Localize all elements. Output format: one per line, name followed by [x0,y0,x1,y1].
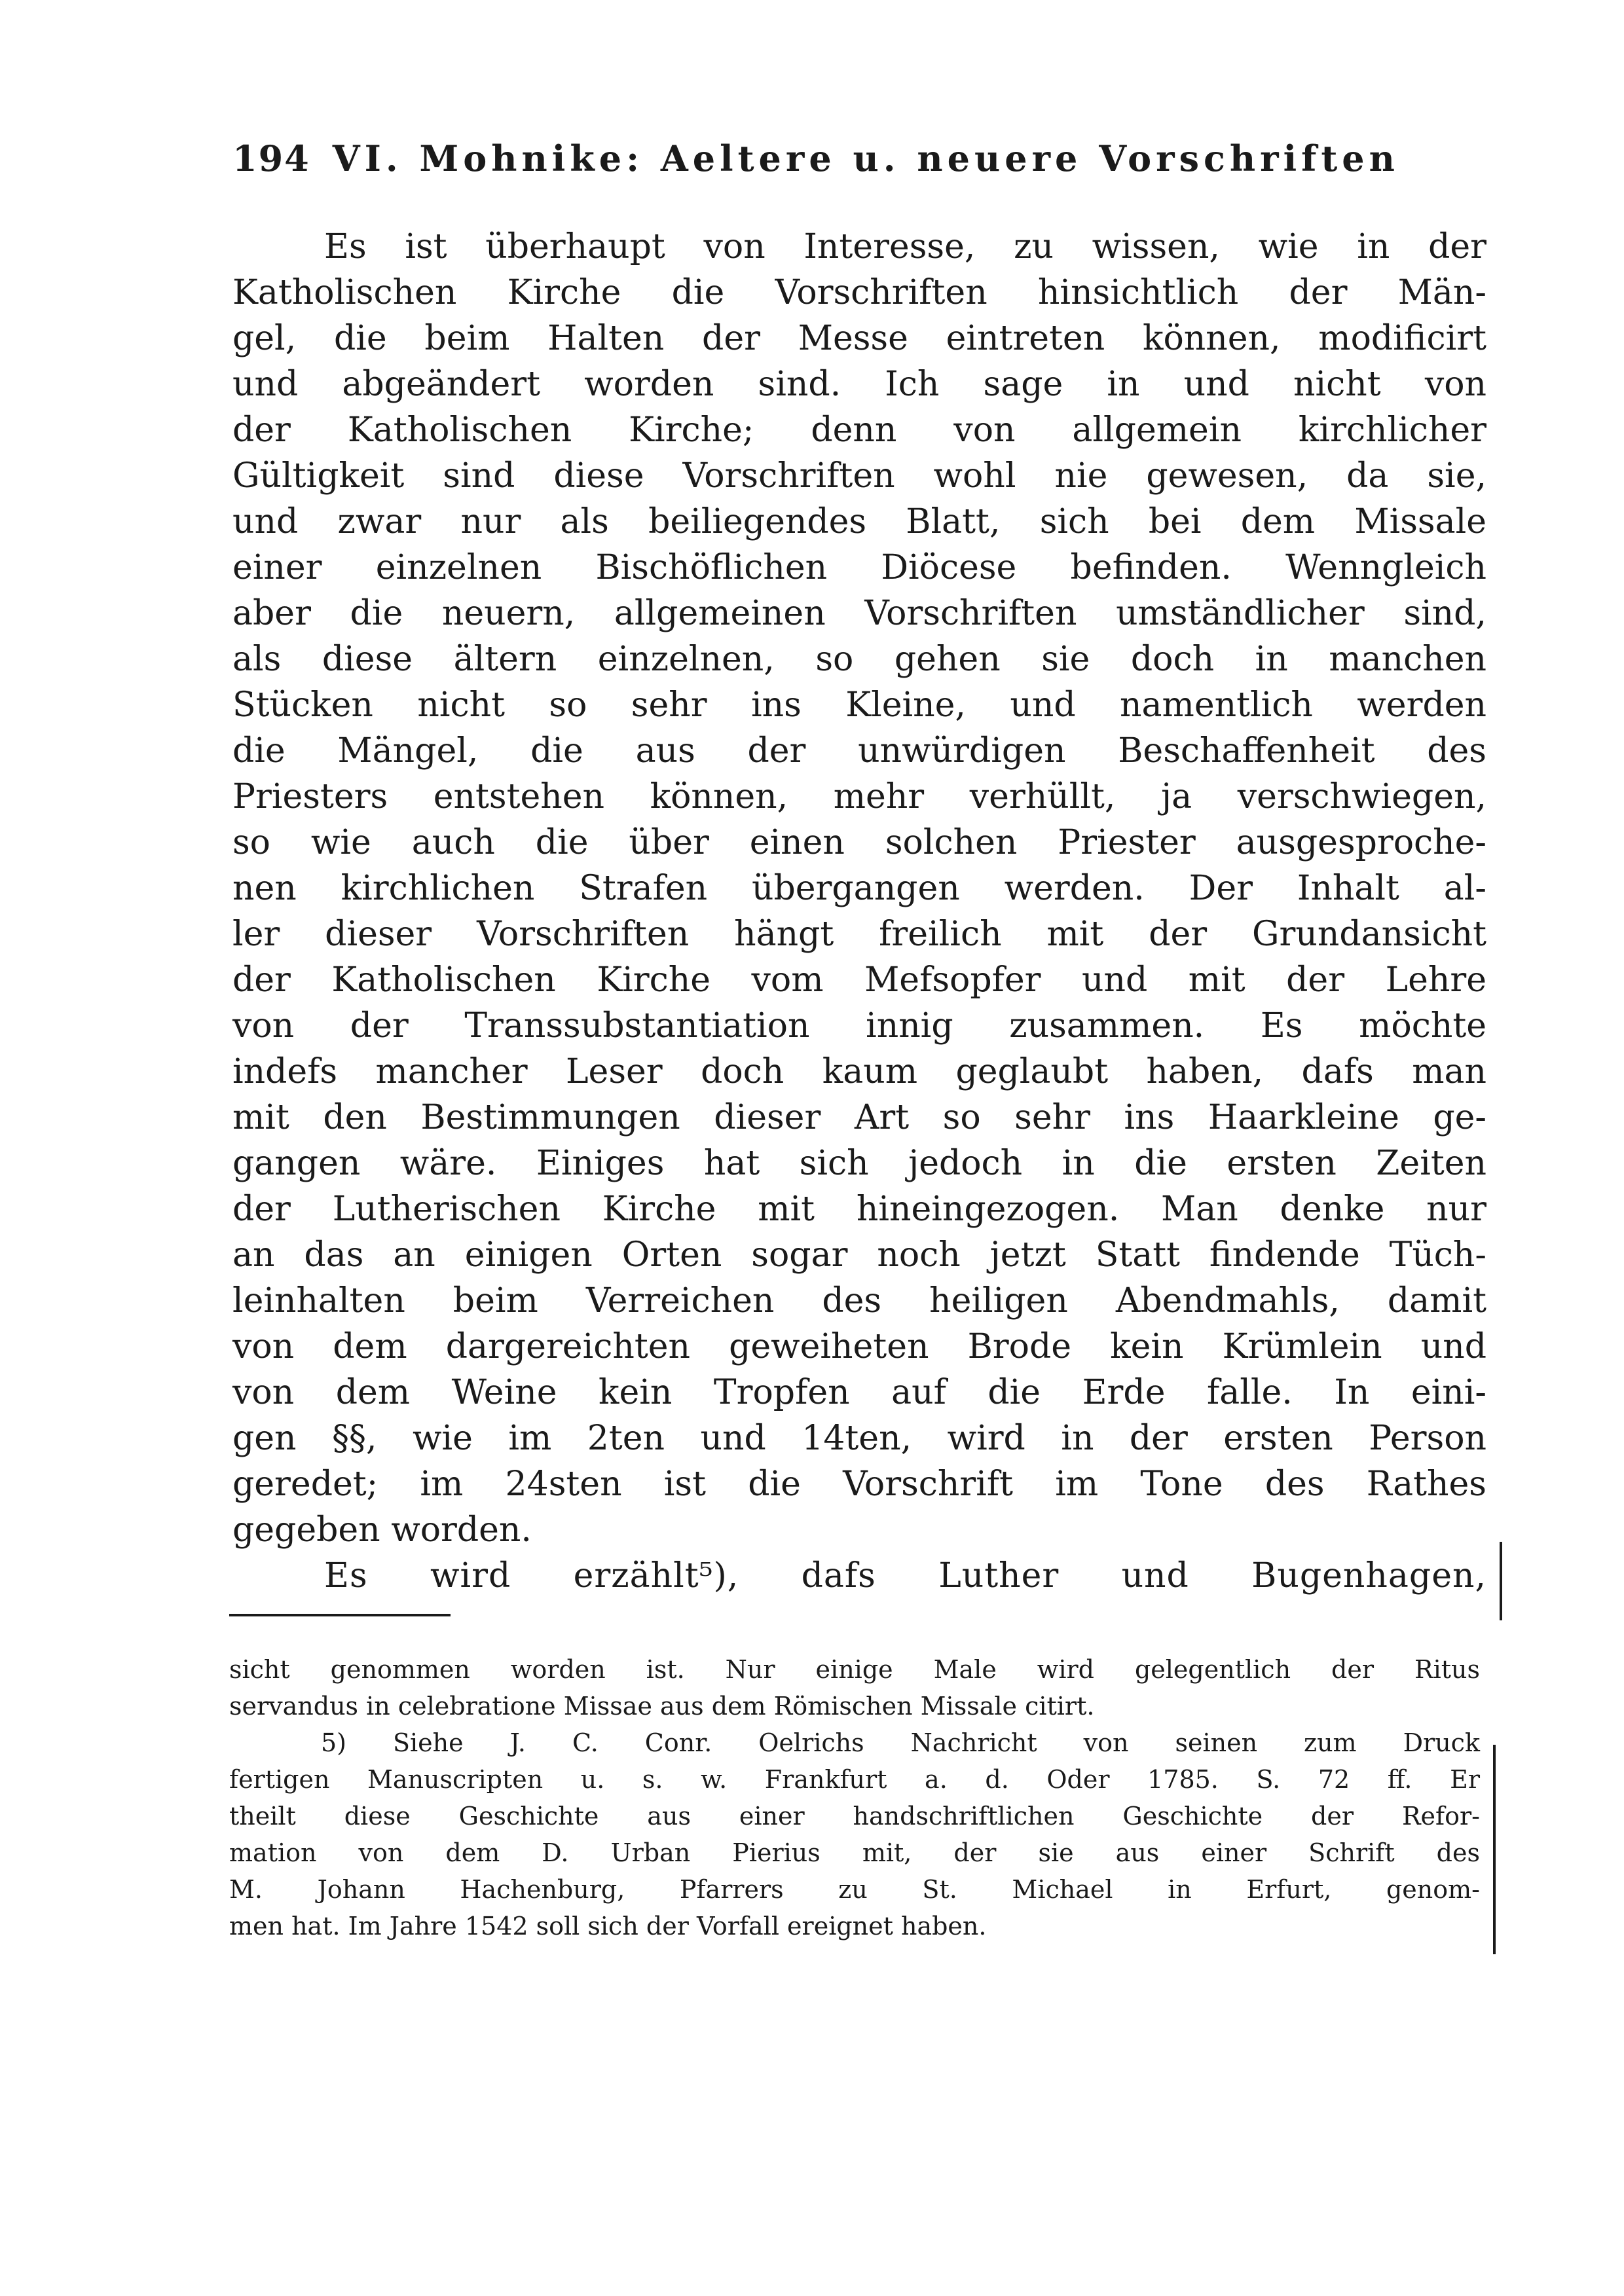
text-line: Stücken nicht so sehr ins Kleine, und namentlich werden [232,685,1486,725]
text-line: Es wird erzählt⁵), dafs Luther und Bugenhagen, [324,1556,1486,1595]
running-head [232,137,1490,196]
text-line: so wie auch die über einen solchen Priester ausgesproche- [232,823,1486,862]
text-line: der Lutherischen Kirche mit hineingezogen. Man denke nur [232,1190,1486,1229]
text-line: gen §§, wie im 2ten und 14ten, wird in der ersten Person [232,1419,1486,1458]
text-line: geredet; im 24sten ist die Vorschrift im Tone des Rathes [232,1465,1486,1504]
running-title: VI. Mohnike: Aeltere u. neuere Vorschriften [332,137,1399,179]
text-line: indefs mancher Leser doch kaum geglaubt haben, dafs man [232,1052,1486,1091]
margin-bar [1493,1745,1496,1954]
footnote-line: fertigen Manuscripten u. s. w. Frankfurt a. d. Oder 1785. S. 72 ff. Er [229,1765,1480,1794]
main-text [232,224,1486,1599]
text-line: Gültigkeit sind diese Vorschriften wohl nie gewesen, da sie, [232,456,1486,496]
text-line: einer einzelnen Bischöflichen Diöcese befinden. Wenngleich [232,548,1486,587]
text-line: gangen wäre. Einiges hat sich jedoch in die ersten Zeiten [232,1144,1486,1183]
footnote-line: 5) Siehe J. C. Conr. Oelrichs Nachricht von seinen zum Druck [321,1728,1480,1757]
text-line: der Katholischen Kirche; denn von allgemein kirchlicher [232,410,1486,450]
text-line: von dem dargereichten geweiheten Brode kein Krümlein und [232,1327,1486,1366]
text-line: und abgeändert worden sind. Ich sage in und nicht von [232,365,1486,404]
footnote-line: M. Johann Hachenburg, Pfarrers zu St. Michael in Erfurt, genom- [229,1875,1480,1904]
page-number: 194 [232,137,310,179]
text-line: Katholischen Kirche die Vorschriften hinsichtlich der Män- [232,273,1486,312]
footnotes [229,1651,1480,1944]
text-line: ler dieser Vorschriften hängt freilich mit der Grundansicht [232,915,1486,954]
footnote-line: theilt diese Geschichte aus einer handschriftlichen Geschichte der Refor- [229,1802,1480,1831]
text-line: aber die neuern, allgemeinen Vorschriften umständlicher sind, [232,594,1486,633]
text-line: von dem Weine kein Tropfen auf die Erde falle. In eini- [232,1373,1486,1412]
footnote-rule [229,1614,451,1616]
text-line: Es ist überhaupt von Interesse, zu wissen, wie in der [324,227,1486,266]
text-line: der Katholischen Kirche vom Mefsopfer und mit der Lehre [232,960,1486,1000]
text-line: leinhalten beim Verreichen des heiligen Abendmahls, damit [232,1281,1486,1321]
text-line: nen kirchlichen Strafen übergangen werden. Der Inhalt al- [232,869,1486,908]
text-line: die Mängel, die aus der unwürdigen Beschaffenheit des [232,731,1486,771]
footnote-line: sicht genommen worden ist. Nur einige Male wird gelegentlich der Ritus [229,1655,1480,1684]
footnote-line: men hat. Im Jahre 1542 soll sich der Vorfall ereignet haben. [229,1912,987,1941]
text-line: von der Transsubstantiation innig zusammen. Es möchte [232,1006,1486,1046]
footnote-line: servandus in celebratione Missae aus dem Römischen Missale citirt. [229,1692,1095,1721]
footnote-line: mation von dem D. Urban Pierius mit, der sie aus einer Schrift des [229,1838,1480,1867]
text-line: mit den Bestimmungen dieser Art so sehr ins Haarkleine ge- [232,1098,1486,1137]
text-line: gegeben worden. [232,1510,532,1550]
text-line: Priesters entstehen können, mehr verhüllt, ja verschwiegen, [232,777,1486,816]
text-line: als diese ältern einzelnen, so gehen sie doch in manchen [232,640,1486,679]
text-line: und zwar nur als beiliegendes Blatt, sich bei dem Missale [232,502,1486,541]
margin-bar [1500,1542,1502,1620]
text-line: gel, die beim Halten der Messe eintreten können, modificirt [232,319,1486,358]
text-line: an das an einigen Orten sogar noch jetzt Statt findende Tüch- [232,1235,1486,1275]
